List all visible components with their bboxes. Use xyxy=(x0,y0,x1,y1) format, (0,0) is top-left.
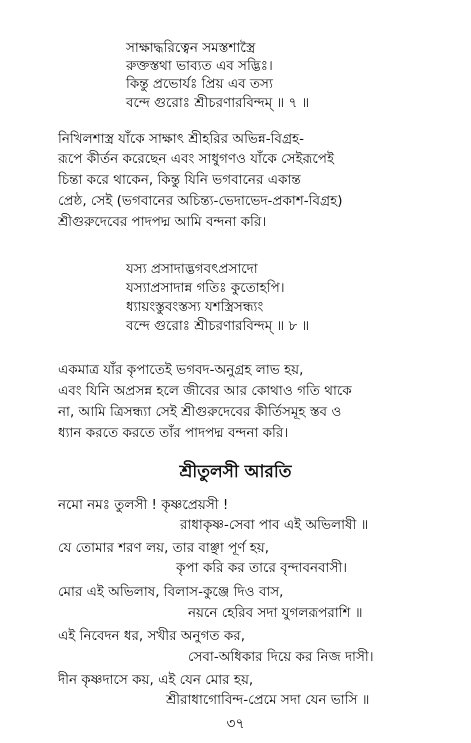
page-number: ৩৭ xyxy=(226,716,245,732)
arati-line-10: শ্রীরাধাগোবিন্দ-প্রেমে সদা যেন ভাসি ॥ xyxy=(166,692,370,708)
para-7-line-3: চিন্তা করে থাকেন, কিন্তু যিনি ভগবানের একান্ত xyxy=(58,172,301,188)
para-8-line-1: একমাত্র যাঁর কৃপাতেই ভগবদ-অনুগ্রহ লাভ হয়, xyxy=(58,362,304,378)
verse-8-line-1: যস্য প্রসাদাদ্ভগবৎপ্রসাদো xyxy=(126,261,258,277)
arati-line-5: মোর এই অভিলাষ, বিলাস-কুঞ্জে দিও বাস, xyxy=(58,584,284,600)
para-7-line-1: নিখিলশাস্ত্র যাঁকে সাক্ষাৎ শ্রীহরির অভিন্ন-বিগ্রহ- xyxy=(58,131,305,147)
arati-line-2: রাধাকৃষ্ণ-সেবা পাব এই অভিলাষী ॥ xyxy=(180,517,369,533)
verse-7-line-3: কিন্তু প্রভোর্যঃ প্রিয় এব তস্য xyxy=(126,76,273,92)
arati-line-7: এই নিবেদন ধর, সখীর অনুগত কর, xyxy=(58,628,246,644)
verse-7-line-4: বন্দে গুরোঃ শ্রীচরণারবিন্দম্ ॥ ৭ ॥ xyxy=(126,95,310,111)
arati-line-8: সেবা-অধিকার দিয়ে কর নিজ দাসী। xyxy=(188,649,374,665)
para-8-line-3: না, আমি ত্রিসন্ধ্যা সেই শ্রীগুরুদেবের কীর্তিসমূহ স্তব ও xyxy=(58,404,342,420)
arati-line-9: দীন কৃষ্ণদাসে কয়, এই যেন মোর হয়, xyxy=(58,672,254,688)
arati-line-6: নয়নে হেরিব সদা যুগলরূপরাশি ॥ xyxy=(188,605,363,621)
section-title: শ্রীতুলসী আরতি xyxy=(179,462,292,482)
verse-7-line-1: সাক্ষাদ্ধরিত্বেন সমস্তশাস্ত্রৈ xyxy=(126,40,256,56)
arati-line-3: যে তোমার শরণ লয়, তার বাঞ্ছা পূর্ণ হয়, xyxy=(58,540,270,556)
para-7-line-5: শ্রীগুরুদেবের পাদপদ্ম আমি বন্দনা করি। xyxy=(58,214,267,230)
para-7-line-2: রূপে কীর্তন করেছেন এবং সাধুগণও যাঁকে সেইরূপেই xyxy=(58,151,334,167)
para-8-line-4: ধ্যান করতে করতে তাঁর পাদপদ্ম বন্দনা করি। xyxy=(58,425,289,441)
verse-8-line-2: যস্যাপ্রসাদান্ন গতিঃ কুতোহপি। xyxy=(126,280,285,296)
verse-7-line-2: রুক্তস্তথা ভাব্যত এব সদ্ভিঃ। xyxy=(126,58,273,74)
para-7-line-4: প্রেষ্ঠ, সেই (ভগবানের অচিন্ত্য-ভেদাভেদ-প্রকাশ-বিগ্রহ) xyxy=(58,193,343,209)
verse-8-line-3: ধ্যায়ংস্তুবংস্তস্য যশস্ত্রিসন্ধ্যং xyxy=(126,299,264,315)
arati-line-4: কৃপা করি কর তারে বৃন্দাবনবাসী। xyxy=(176,560,348,576)
para-8-line-2: এবং যিনি অপ্রসন্ন হলে জীবের আর কোথাও গতি থাকে xyxy=(58,383,352,399)
arati-line-1: নমো নমঃ তুলসী ! কৃষ্ণপ্রেয়সী ! xyxy=(58,497,229,513)
verse-8-line-4: বন্দে গুরোঃ শ্রীচরণারবিন্দম্ ॥ ৮ ॥ xyxy=(126,318,310,334)
